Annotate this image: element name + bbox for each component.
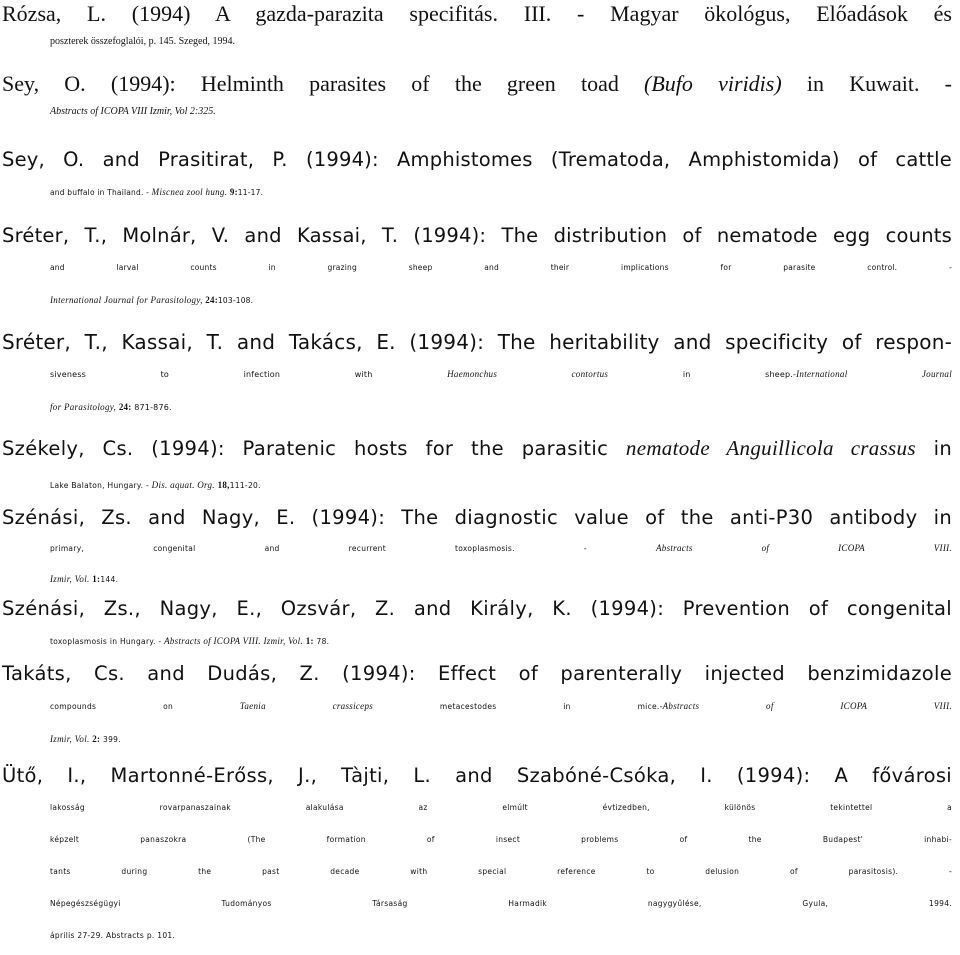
species-name: Taenia crassiceps	[239, 701, 374, 711]
text-run: Lake Balaton, Hungary. -	[50, 481, 152, 490]
reference-line	[2, 252, 952, 284]
text-run: metacestodes in mice.-	[373, 702, 663, 711]
text-run: in	[915, 437, 952, 460]
text-run: Sey, O. (1994): Helminth parasites of the green toad	[2, 71, 645, 96]
volume-number: 24:	[205, 295, 218, 305]
text-run: Sréter, T., Molnár, V. and Kassai, T. (1994): The distribution of nematode egg counts	[2, 224, 952, 247]
journal-name: Abstracts of ICOPA VIII.	[662, 701, 952, 711]
reference-line	[2, 391, 952, 424]
species-name: (Bufo viridis)	[644, 71, 782, 96]
volume-number: 2:	[92, 734, 101, 744]
reference-line	[2, 467, 952, 504]
journal-name: Abstracts of ICOPA VIII.	[655, 543, 952, 553]
page-range: 871-876.	[131, 403, 172, 412]
journal-name: Abstracts of ICOPA VIII Izmir, Vol 2:325.	[50, 106, 216, 117]
reference-line	[2, 625, 952, 658]
journal-name: Izmir, Vol.	[50, 734, 90, 744]
text-run: Népegészségügyi Tudományos Társaság Harmadik nagygyűlése, Gyula, 1994.	[50, 899, 952, 908]
reference-line	[2, 284, 952, 317]
text-run: április 27-29. Abstracts p. 101.	[50, 931, 176, 940]
text-run: képzelt panaszokra (The formation of insect problems of the Budapest' inhabi-	[50, 835, 952, 844]
reference-sey-1994	[2, 70, 952, 126]
page-range: 78.	[313, 637, 330, 646]
page-range: 144.	[100, 575, 119, 584]
text-run: Rózsa, L. (1994) A gazda-parazita specifitás. III. - Magyar ökológus, Előadások és	[2, 1, 952, 26]
text-run: tants during the past decade with special reference to delusion of parasitosis). -	[50, 867, 952, 876]
text-run: Sey, O. and Prasitirat, P. (1994): Amphistomes (Trematoda, Amphistomida) of cattle	[2, 148, 952, 171]
journal-name: International Journal	[796, 369, 952, 379]
reference-sey-prasitirat-1994	[2, 144, 952, 209]
reference-line	[2, 920, 952, 952]
reference-uto-et-al-1994	[2, 760, 952, 952]
text-run: poszterek összefoglalói, p. 145. Szeged, 1994.	[50, 36, 235, 47]
text-run: Szénási, Zs., Nagy, E., Ozsvár, Z. and Király, K. (1994): Prevention of congenital	[2, 597, 952, 620]
reference-line	[2, 358, 952, 391]
reference-line	[2, 430, 952, 467]
reference-line	[2, 690, 952, 723]
reference-line	[2, 792, 952, 824]
journal-name: International Journal for Parasitology,	[50, 295, 203, 305]
reference-line	[2, 824, 952, 856]
journal-name: for Parasitology,	[50, 402, 117, 412]
text-run: in Kuwait. -	[781, 71, 952, 96]
journal-name: Miscnea zool hung.	[151, 187, 228, 197]
reference-szenasi-et-al-1994	[2, 592, 952, 658]
reference-line	[2, 176, 952, 209]
reference-takats-dudas-1994	[2, 657, 952, 756]
journal-name: Abstracts of ICOPA VIII. Izmir, Vol.	[164, 636, 304, 646]
text-run: in sheep.-	[608, 370, 797, 379]
reference-sreter-kassai-takacs-1994	[2, 326, 952, 424]
journal-name: Dis. aquat. Org.	[151, 480, 215, 490]
page-range: 11-17.	[237, 188, 264, 197]
reference-line	[2, 564, 952, 595]
reference-rozsa-1994	[2, 0, 952, 56]
reference-line	[2, 533, 952, 564]
text-run: Ütő, I., Martonné-Erőss, J., Tàjti, L. and Szabóné-Csóka, I. (1994): A fővárosi	[2, 764, 952, 787]
reference-line	[2, 220, 952, 252]
page-range: 103-108.	[217, 296, 254, 305]
text-run: compounds on	[50, 702, 240, 711]
reference-line	[2, 28, 952, 56]
volume-number: 24:	[118, 402, 132, 412]
text-run: and larval counts in grazing sheep and their implications for parasite control. -	[50, 263, 952, 272]
reference-line	[2, 657, 952, 690]
volume-number: 9:	[229, 187, 238, 197]
text-run: Székely, Cs. (1994): Paratenic hosts for the parasitic	[2, 437, 626, 460]
reference-line	[2, 856, 952, 888]
reference-line	[2, 723, 952, 756]
reference-line	[2, 760, 952, 792]
text-run: Sréter, T., Kassai, T. and Takács, E. (1994): The heritability and specificity of respon-	[2, 330, 952, 354]
reference-line	[2, 98, 952, 126]
reference-line	[2, 503, 952, 533]
volume-number: 1:	[305, 636, 314, 646]
volume-number: 1:	[92, 574, 101, 584]
page-range: 111-20.	[229, 481, 261, 490]
reference-szekely-1994	[2, 430, 952, 504]
species-name: Haemonchus contortus	[447, 369, 609, 379]
volume-number: 18,	[217, 480, 230, 490]
reference-line	[2, 592, 952, 625]
text-run: siveness to infection with	[50, 370, 448, 379]
reference-line	[2, 70, 952, 98]
species-name: nematode Anguillicola crassus	[625, 436, 916, 460]
reference-line	[2, 326, 952, 358]
text-run: primary, congenital and recurrent toxoplasmosis. -	[50, 544, 656, 553]
reference-line	[2, 888, 952, 920]
text-run: lakosság rovarpanaszainak alakulása az elmúlt évtizedben, különös tekintettel a	[50, 803, 952, 812]
text-run: Takáts, Cs. and Dudás, Z. (1994): Effect of parenterally injected benzimidazole	[2, 662, 952, 685]
text-run: Szénási, Zs. and Nagy, E. (1994): The diagnostic value of the anti-P30 antibody in	[2, 506, 952, 529]
text-run: and buffalo in Thailand. -	[50, 188, 152, 197]
reference-line	[2, 0, 952, 28]
page-range: 399.	[100, 735, 121, 744]
journal-name: Izmir, Vol.	[50, 574, 90, 584]
reference-sreter-molnar-kassai-1994	[2, 220, 952, 317]
reference-szenasi-nagy-1994	[2, 503, 952, 595]
reference-line	[2, 144, 952, 176]
text-run: toxoplasmosis in Hungary. -	[50, 637, 165, 646]
